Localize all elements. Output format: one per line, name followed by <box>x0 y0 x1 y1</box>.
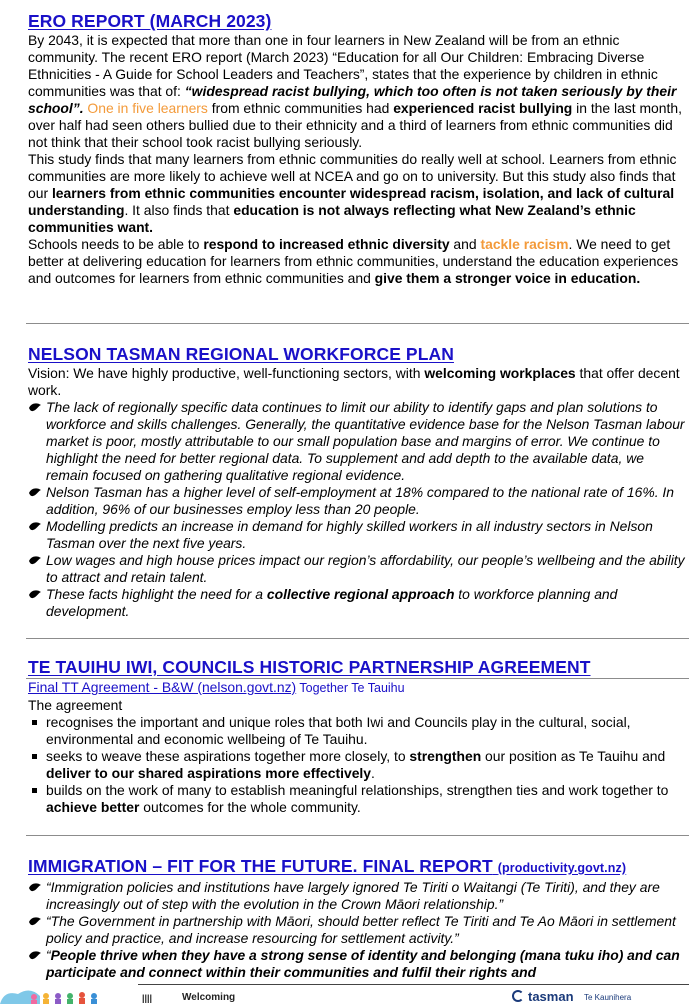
text: Vision: We have highly productive, well-functioning sectors, with <box>28 365 425 381</box>
leaf-bullet-icon <box>28 916 42 927</box>
text: . It also finds that <box>124 202 234 218</box>
leaf-bullet-icon <box>28 402 42 413</box>
section-divider <box>26 638 689 639</box>
leaf-bullet-icon <box>28 882 42 893</box>
immigration-bullet-list <box>28 879 685 981</box>
list-item <box>28 879 685 913</box>
bold-text: give them a stronger voice in education. <box>374 270 641 286</box>
bullet-text: our position as Te Tauihu and <box>481 748 666 764</box>
nelson-bullet-list <box>28 399 685 620</box>
nelson-heading: NELSON TASMAN REGIONAL WORKFORCE PLAN <box>28 344 454 364</box>
bullet-text: Modelling predicts an increase in demand for highly skilled workers in all industry sectors in Nelson Tasman over the next five years. <box>46 518 653 551</box>
final-tt-agreement-link[interactable]: Final TT Agreement - B&W (nelson.govt.nz) <box>28 679 297 695</box>
list-item <box>28 748 685 782</box>
ero-quote: “widespread racist bullying, which too often is not taken seriously by their school”. <box>28 83 677 116</box>
footer-strip <box>0 984 689 1004</box>
heading-text: IMMIGRATION – FIT FOR THE FUTURE. FINAL REPORT <box>28 856 493 876</box>
bullet-text: outcomes for the whole community. <box>139 799 361 815</box>
bullet-text: to workforce planning and development. <box>46 586 618 619</box>
bullet-text: These facts highlight the need for a <box>46 586 267 602</box>
nelson-vision <box>28 365 685 399</box>
list-item <box>28 947 685 981</box>
tasman-logo-icon <box>512 990 524 1002</box>
bold-text: learners from ethnic communities encounter widespread racism, isolation, and lack of cultural understanding <box>28 185 675 218</box>
list-item <box>28 399 685 484</box>
tetauihu-bullet-list <box>28 714 685 816</box>
bold-text: respond to increased ethnic diversity <box>203 236 450 252</box>
text: that offer decent work. <box>28 365 680 398</box>
bullet-text: Nelson Tasman has a higher level of self-employment at 18% compared to the national rate of 16%. In addition, 96% of our businesses employ less than 20 people. <box>46 484 675 517</box>
welcoming-communities-people-icon <box>0 984 110 1004</box>
bullet-text: Low wages and high house prices impact our region’s affordability, our people’s wellbeing and the ability to attract and retain talent. <box>46 552 685 585</box>
text: By 2043, it is expected that more than one in four learners in New Zealand will be from an ethnic community. The recent ERO report (March 2023) “Education for all Our Children: Embracing Diverse Ethnicities - A Guide for School Leaders and Teachers”, states that the experience by children in ethnic communities was that of: <box>28 32 658 99</box>
list-item <box>28 586 685 620</box>
bullet-text: . <box>371 765 375 781</box>
list-item <box>28 913 685 947</box>
ero-paragraph-3 <box>28 236 685 287</box>
text: in the last month, over half had seen others bullied due to their ethnicity and a third of learners from ethnic communities did not think that their school took racist bullying seriously. <box>28 100 682 150</box>
ero-paragraph-2 <box>28 151 685 236</box>
bullet-text: “The Government in partnership with Māori, should better reflect Te Tiriti and Te Ao Māori in settlement policy and practice, and increase resourcing for settlement activity.” <box>46 913 676 946</box>
ero-heading: ERO REPORT (MARCH 2023) <box>28 11 272 31</box>
bullet-text: “ <box>46 947 51 963</box>
leaf-bullet-icon <box>28 589 42 600</box>
bold-text: education is not always reflecting what New Zealand’s ethnic communities want. <box>28 202 636 235</box>
leaf-bullet-icon <box>28 487 42 498</box>
ero-paragraph-1 <box>28 32 685 151</box>
list-item <box>28 714 685 748</box>
footer-mark: |||| <box>142 993 153 1003</box>
text: . We need to get better at delivering education for learners from ethnic communities, understand the education experiences and outcomes for learners from ethnic communities and <box>28 236 679 286</box>
tasman-brand-sub: Te Kaunihera <box>584 993 632 1002</box>
link-suffix: Together Te Tauihu <box>296 681 405 695</box>
text: Schools needs to be able to <box>28 236 204 252</box>
ero-section <box>28 10 685 287</box>
footer-rule <box>138 984 689 985</box>
tetauihu-intro: The agreement <box>28 697 123 713</box>
text: from ethnic communities had <box>207 100 394 116</box>
leaf-bullet-icon <box>28 950 42 961</box>
bullet-text: “Immigration policies and institutions have largely ignored Te Tiriti o Waitangi (Te Tiriti), and they are increasingly out of step with the evolution in the Crown Māori relationship.” <box>46 879 660 912</box>
productivity-link[interactable]: (productivity.govt.nz) <box>497 861 627 875</box>
tetauihu-section <box>28 656 685 816</box>
list-item <box>28 552 685 586</box>
footer-welcoming-label: Welcoming <box>182 992 236 1003</box>
nelson-section <box>28 343 685 620</box>
orange-highlight: One in five learners <box>83 100 208 116</box>
bold-text: collective regional approach <box>266 586 455 602</box>
leaf-bullet-icon <box>28 521 42 532</box>
list-item <box>28 484 685 518</box>
leaf-bullet-icon <box>28 555 42 566</box>
text: This study finds that many learners from ethnic communities do really well at school. Learners from ethnic communities are more likely to achieve well at NCEA and go on to university. But this study also finds that our <box>28 151 677 201</box>
immigration-heading <box>28 855 685 879</box>
tasman-brand: tasman <box>528 989 574 1004</box>
immigration-section <box>28 855 685 981</box>
bold-text: experienced racist bullying <box>393 100 573 116</box>
bold-text: People thrive when they have a strong sense of identity and belonging (mana tuku iho) and can participate and connect within their communities and fulfil their rights and <box>46 947 680 980</box>
bold-text: strengthen <box>409 748 482 764</box>
tetauihu-link-line <box>28 679 685 697</box>
list-item <box>28 518 685 552</box>
orange-highlight: tackle racism <box>480 236 569 252</box>
bullet-text: seeks to weave these aspirations together more closely, to <box>46 748 410 764</box>
list-item <box>28 782 685 816</box>
bold-text: welcoming workplaces <box>424 365 576 381</box>
bold-text: achieve better <box>46 799 140 815</box>
text: and <box>449 236 481 252</box>
tetauihu-heading: TE TAUIHU IWI, COUNCILS HISTORIC PARTNERSHIP AGREEMENT <box>28 657 591 677</box>
section-divider <box>26 835 689 836</box>
bullet-text: recognises the important and unique roles that both Iwi and Councils play in the cultural, social, environmental and economic wellbeing of Te Tauihu. <box>46 714 631 747</box>
section-divider <box>26 323 689 324</box>
bullet-text: The lack of regionally specific data continues to limit our ability to identify gaps and plan solutions to workforce and skills challenges. Generally, the quantitative evidence base for the Nelson Tasman labour market is poor, mostly attributable to our small population base and margins of error. We continue to highlight the need for better regional data. To supplement and add depth to the available data, we remain focused on gathering qualitative regional evidence. <box>46 399 685 483</box>
bullet-text: builds on the work of many to establish meaningful relationships, strengthen ties and work together to <box>46 782 669 798</box>
bold-text: deliver to our shared aspirations more effectively <box>46 765 371 781</box>
